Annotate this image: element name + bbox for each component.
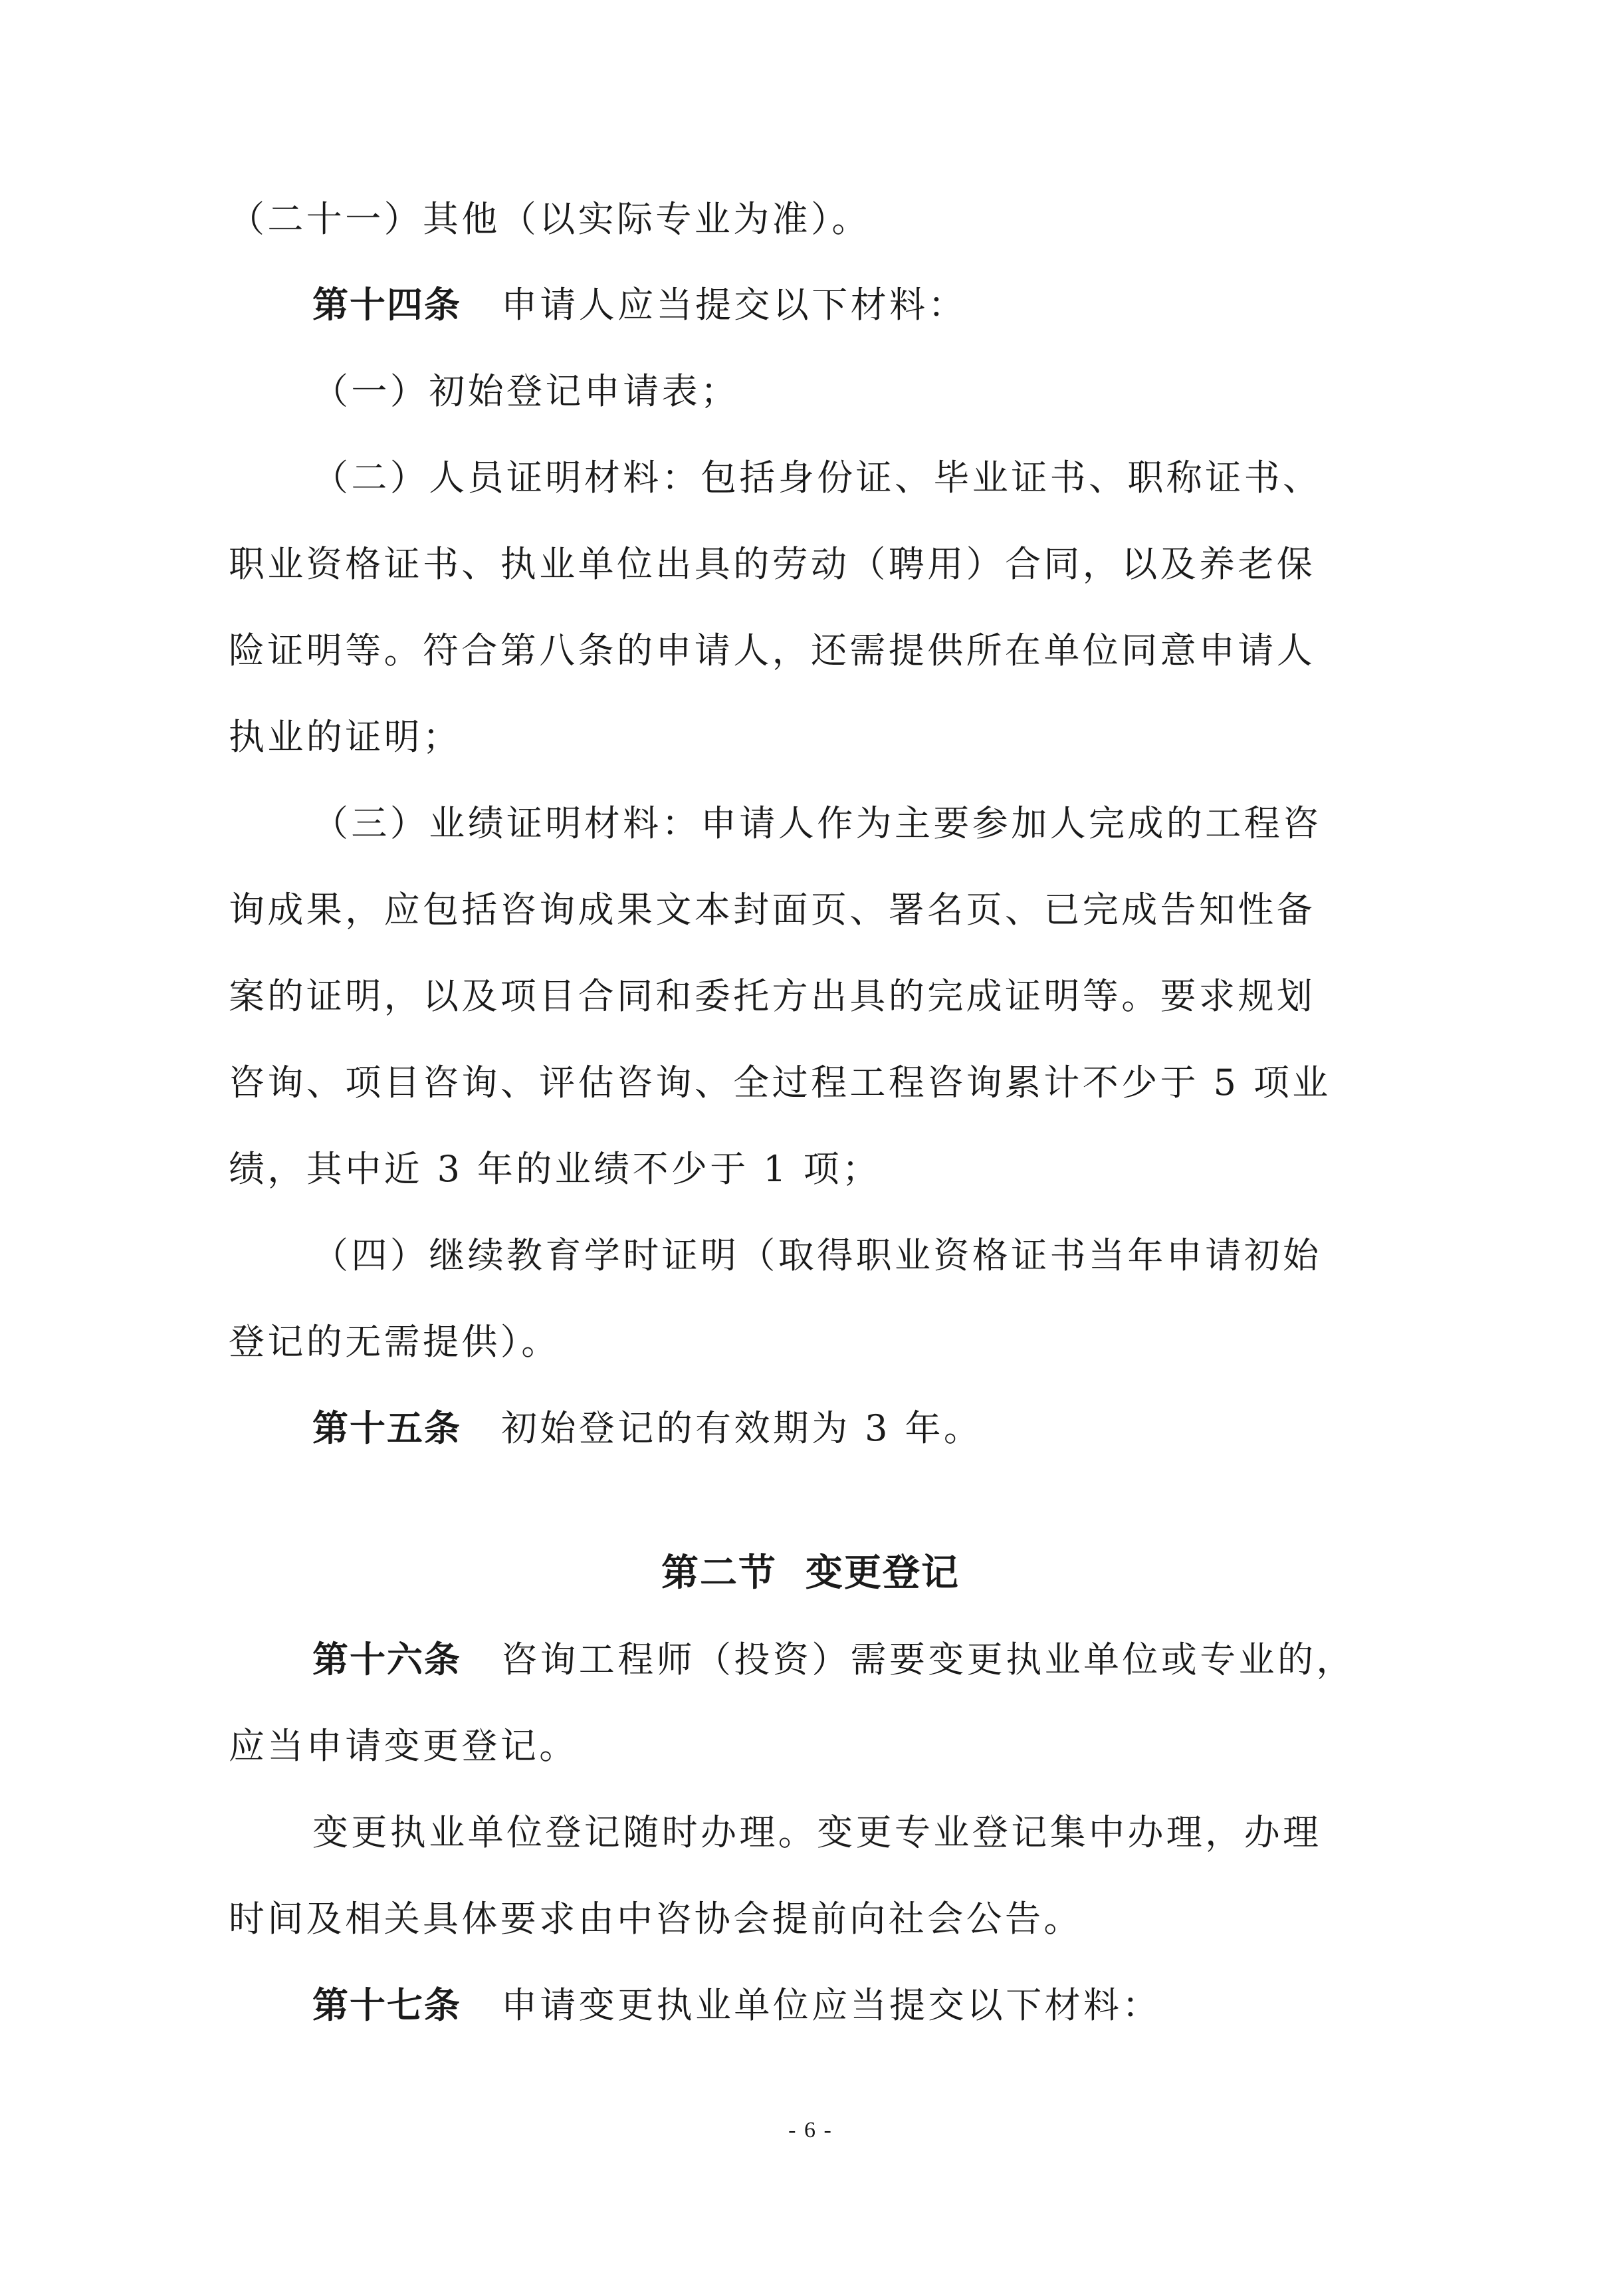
- text-line: （四）继续教育学时证明（取得职业资格证书当年申请初始: [312, 1234, 1322, 1276]
- article-label: 第十五条: [312, 1407, 461, 1449]
- article-text: 初始登记的有效期为 3 年。: [501, 1407, 983, 1449]
- article-text: 咨询工程师（投资）需要变更执业单位或专业的，: [501, 1639, 1355, 1680]
- article-line: [312, 1976, 1395, 2035]
- article-label: 第十四条: [312, 284, 461, 326]
- text-line: 时间及相关具体要求由中咨协会提前向社会公告。: [229, 1898, 1083, 1940]
- text-line: 绩，其中近 3 年的业绩不少于 1 项；: [229, 1148, 881, 1190]
- text-line: 登记的无需提供）。: [229, 1321, 560, 1363]
- text-line: 应当申请变更登记。: [229, 1725, 578, 1767]
- text-line: （二十一）其他（以实际专业为准）。: [229, 198, 871, 240]
- article-text: 申请人应当提交以下材料：: [501, 284, 967, 326]
- article-line: [312, 1399, 1395, 1458]
- article-label: 第十七条: [312, 1984, 461, 2026]
- text-line: 询成果，应包括咨询成果文本封面页、署名页、已完成告知性备: [229, 889, 1316, 931]
- article-line: [312, 275, 1395, 335]
- section-heading: 第二节 变更登记: [661, 1551, 960, 1595]
- page-number: - 6 -: [788, 2118, 833, 2142]
- text-line: 执业的证明；: [229, 716, 462, 758]
- article-line: [312, 1630, 1395, 1690]
- text-line: 咨询、项目咨询、评估咨询、全过程工程咨询累计不少于 5 项业: [229, 1062, 1331, 1103]
- text-line: （二）人员证明材料：包括身份证、毕业证书、职称证书、: [312, 457, 1322, 499]
- text-line: 职业资格证书、执业单位出具的劳动（聘用）合同，以及养老保: [229, 543, 1316, 585]
- text-line: （三）业绩证明材料：申请人作为主要参加人完成的工程咨: [312, 802, 1322, 844]
- text-line: （一）初始登记申请表；: [312, 370, 740, 412]
- text-line: 案的证明，以及项目合同和委托方出具的完成证明等。要求规划: [229, 975, 1316, 1017]
- article-text: 申请变更执业单位应当提交以下材料：: [501, 1984, 1161, 2026]
- article-label: 第十六条: [312, 1639, 461, 1680]
- text-line: 险证明等。符合第八条的申请人，还需提供所在单位同意申请人: [229, 630, 1316, 671]
- text-line: 变更执业单位登记随时办理。变更专业登记集中办理，办理: [312, 1811, 1322, 1853]
